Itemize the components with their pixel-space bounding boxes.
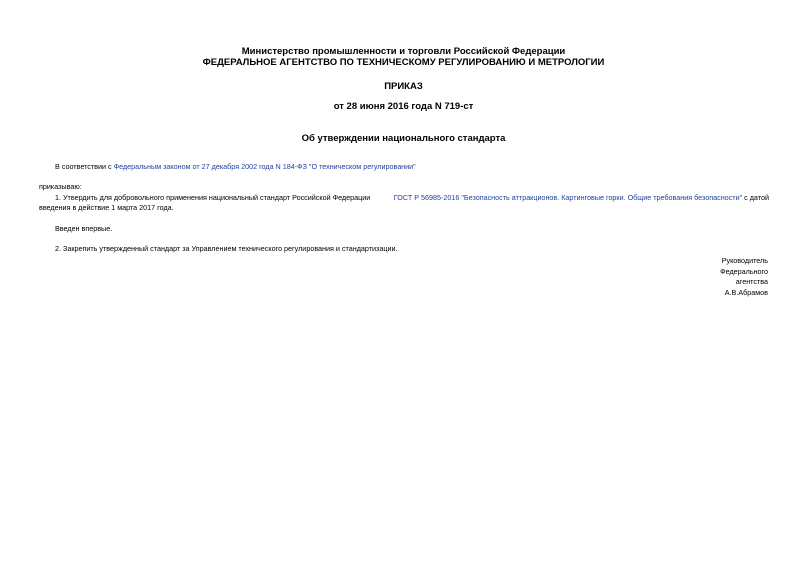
item-1-suffix: с датой (742, 193, 769, 202)
ministry-heading: Министерство промышленности и торговли Российской Федерации (241, 46, 566, 57)
date-number-heading: от 28 июня 2016 года N 719-ст (333, 101, 474, 112)
document-type-heading: ПРИКАЗ (384, 81, 423, 92)
signatory-name: А.В.Абрамов (724, 287, 768, 297)
signature-line-1: Руководитель (721, 256, 768, 265)
subject-heading: Об утверждении национального стандарта (301, 133, 506, 144)
agency-heading: ФЕДЕРАЛЬНОЕ АГЕНТСТВО ПО ТЕХНИЧЕСКОМУ РЕГУЛИРОВАНИЮ И МЕТРОЛОГИИ (202, 57, 605, 68)
item-1-prefix: 1. Утвердить для добровольного применения национальный стандарт Российской Федерации (55, 193, 371, 202)
basis-prefix: В соответствии с (55, 162, 114, 171)
basis-paragraph (55, 162, 416, 172)
signature-block (620, 256, 768, 298)
federal-law-link[interactable]: Федеральным законом от 27 декабря 2002 года N 184-ФЗ "О техническом регулировании" (113, 162, 416, 171)
gost-standard-link[interactable]: ГОСТ Р 56985-2016 "Безопасность аттракционов. Картинговые горки. Общие требования безопасности" (393, 193, 743, 202)
item-2-paragraph: 2. Закрепить утвержденный стандарт за Управлением технического регулирования и стандартизации. (55, 244, 398, 253)
signature-line-3: агентства (735, 277, 768, 286)
order-word: приказываю: (39, 182, 82, 191)
signature-line-2: Федерального (720, 266, 768, 276)
item-1-paragraph (39, 193, 769, 213)
item-1-second-line: введения в действие 1 марта 2017 года. (39, 203, 174, 212)
item-1-first-line (39, 193, 769, 203)
introduced-note: Введен впервые. (55, 224, 113, 233)
